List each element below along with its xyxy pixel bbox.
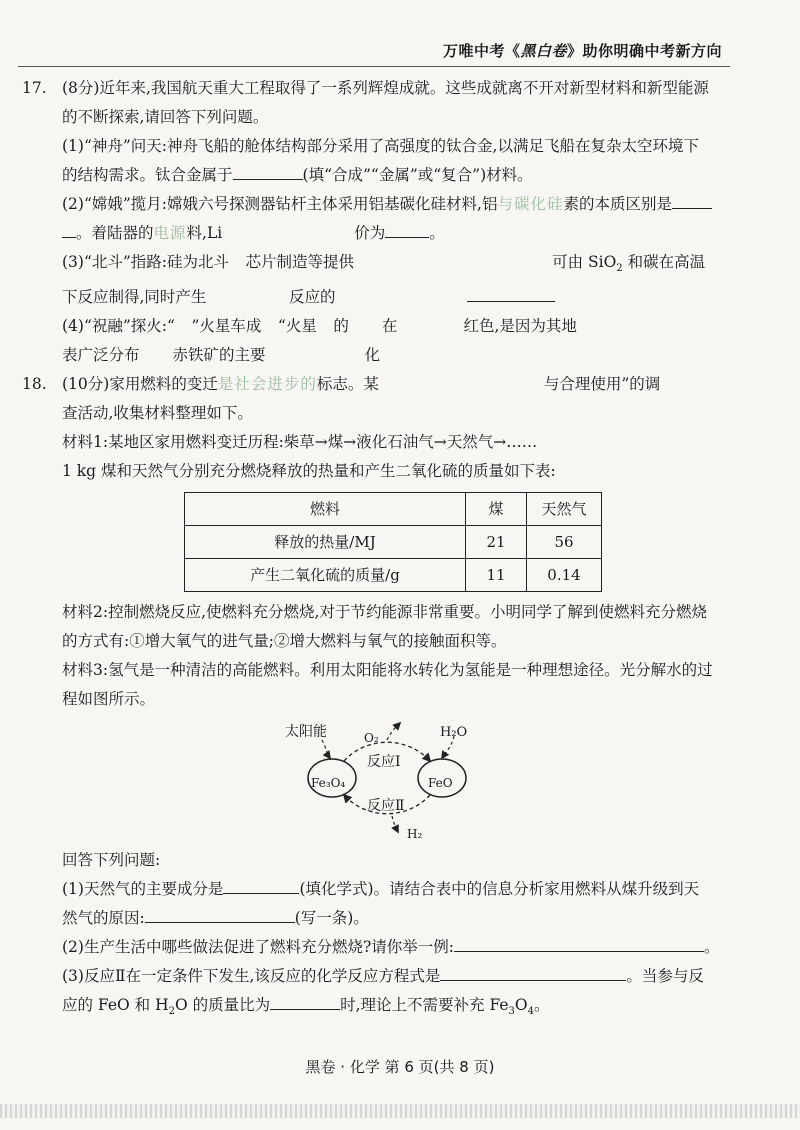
q17-part4-line1 <box>22 312 722 341</box>
q17-p3-a-post: 可由 SiO <box>552 253 617 271</box>
table-header-row <box>185 493 602 526</box>
q18-m1: 材料1:某地区家用燃料变迁历程:柴草→煤→液化石油气→天然气→…… <box>62 433 538 452</box>
q17-p4-b-mid: 赤铁矿的主要 <box>172 346 266 365</box>
q17-part1-line2 <box>22 161 722 190</box>
q18-intro-line1 <box>22 370 722 399</box>
table-cell: 0.14 <box>527 559 602 592</box>
q17-p2-b-mid: 料,Li <box>186 224 223 242</box>
table-header-fuel: 燃料 <box>185 493 466 526</box>
q18-intro-line2 <box>22 399 722 428</box>
label-o2: O₂ <box>364 731 379 746</box>
fuel-table <box>184 492 602 592</box>
q18-intro-smear: 是社会进步的 <box>217 375 317 394</box>
q17-p3-a-pre: (3)“北斗”指路:硅为北斗 <box>62 253 230 271</box>
q18-m2-a: 材料2:控制燃烧反应,使燃料充分燃烧,对于节约能源非常重要。小明同学了解到使燃料充分燃烧 <box>62 603 707 622</box>
q18-a1-answer-blank2[interactable] <box>145 905 295 923</box>
table-cell: 产生二氧化硫的质量/g <box>185 559 466 592</box>
q17-part3-line2 <box>22 283 722 312</box>
q17-p4-a-mid4: 在 <box>381 317 398 336</box>
q18-material3-line2 <box>22 685 722 714</box>
table-header-gas: 天然气 <box>527 493 602 526</box>
q17-p1-b-pre: 的结构需求。钛合金属于 <box>62 166 233 184</box>
q17-part1-line1 <box>22 132 722 161</box>
label-h2o: H₂O <box>440 725 468 741</box>
label-reaction2: 反应Ⅱ <box>367 798 405 815</box>
header-brand: 黑白卷 <box>520 42 567 60</box>
q17-p1-b-post: (填“合成”“金属”或“复合”)材料。 <box>302 166 533 184</box>
q18-table-caption <box>22 457 722 486</box>
table-cell: 释放的热量/MJ <box>185 526 466 559</box>
q18-material1 <box>22 428 722 457</box>
page-footer <box>0 1056 800 1077</box>
q17-p2-b-pre: 。着陆器的 <box>76 224 154 242</box>
q18-a3-a-post: 。当参与反 <box>626 967 704 986</box>
q17-p4-a-mid2: “火星 <box>277 317 317 336</box>
header-suffix: 》助你明确中考新方向 <box>566 42 722 60</box>
q17-intro-a: (8分)近年来,我国航天重大工程取得了一系列辉煌成就。这些成就离不开对新型材料和新型能源 <box>62 79 709 97</box>
q17-p4-a-pre: (4)“祝融”探火:“ <box>62 317 175 336</box>
q17-p3-b-mid: 反应的 <box>288 288 336 307</box>
q17-p2-b-smear: 电源 <box>153 224 187 242</box>
q17-p4-a-post: 红色,是因为其地 <box>463 317 577 336</box>
q17-p3-b-pre: 下反应制得,同时产生 <box>62 288 207 307</box>
q18-a3-line1 <box>22 962 722 991</box>
q17-intro-b: 的不断探索,请回答下列问题。 <box>62 108 269 126</box>
q18-a3-answer-blank2[interactable] <box>270 992 340 1010</box>
q18-a1-line2 <box>22 904 722 933</box>
q17-p2-answer-blank2[interactable] <box>385 220 429 238</box>
q18-a2-end: 。 <box>704 938 720 957</box>
q18-a2-text: (2)生产生活中哪些做法促进了燃料充分燃烧?请你举一例: <box>62 938 454 957</box>
q18-m2-b: 的方式有:①增大氧气的进气量;②增大燃料与氧气的接触面积等。 <box>62 632 507 651</box>
q17-p3-a-mid: 芯片制造等提供 <box>245 253 355 271</box>
q17-p4-a-mid3: 的 <box>333 317 349 336</box>
q17-part3-line1: (3)“北斗”指路:硅为北斗 芯片制造等提供 可由 SiO$_2$ 和碳在高温 <box>62 253 706 275</box>
table-cell: 56 <box>527 526 602 559</box>
q17-p4-a-mid: ”火星车成 <box>191 317 262 336</box>
q18-a3-answer-blank1[interactable] <box>440 963 626 981</box>
label-solar-energy: 太阳能 <box>285 724 327 741</box>
q17-p2-a-post: 素的本质区别是 <box>563 195 672 213</box>
q17-p4-b-pre: 表广泛分布 <box>62 346 140 365</box>
q17-intro-line2 <box>22 103 722 132</box>
q18-number: 18. <box>22 375 47 394</box>
label-fe3o4: Fe₃O₄ <box>311 776 346 791</box>
q17-p1-answer-blank[interactable] <box>233 162 303 180</box>
q18-a3-line2: 应的 FeO 和 $H_2O$ 的质量比为 时,理论上不需要补充 $Fe_3O_4$。 <box>22 991 722 1026</box>
q17-intro-line1 <box>22 74 722 103</box>
q17-part4-line2 <box>22 341 722 370</box>
q18-answer-intro-text: 回答下列问题: <box>62 851 161 870</box>
question-content <box>22 74 722 1026</box>
table-row <box>185 559 602 592</box>
q17-p2-answer-blank1-cont[interactable] <box>62 220 76 238</box>
q18-answer-intro <box>22 846 722 875</box>
scan-edge-noise <box>0 1104 800 1118</box>
q18-a3-a-pre: (3)反应Ⅱ在一定条件下发生,该反应的化学反应方程式是 <box>62 967 441 986</box>
q17-p3-answer-blank[interactable] <box>467 284 555 302</box>
q18-a1-line1 <box>22 875 722 904</box>
q18-intro-b: 查活动,收集材料整理如下。 <box>62 404 253 423</box>
q18-a1-b-post: (写一条)。 <box>294 909 369 928</box>
q17-part2-line1 <box>22 190 722 219</box>
q18-m3-a: 材料3:氢气是一种清洁的高能燃料。利用太阳能将水转化为氢能是一种理想途径。光分解水的过 <box>62 661 713 680</box>
q18-a1-answer-blank1[interactable] <box>223 876 299 894</box>
q18-a3-b-mid: O 的质量比为 <box>174 996 271 1015</box>
q17-p2-smear: 与碳化硅 <box>497 195 564 213</box>
label-h2: H₂ <box>407 827 423 842</box>
label-reaction1: 反应Ⅰ <box>367 754 401 771</box>
q18-a1-a-post: (填化学式)。请结合表中的信息分析家用燃料从煤升级到天 <box>299 880 700 899</box>
q17-p2-b-end: 。 <box>429 224 445 242</box>
q17-p3-a-end: 和碳在高温 <box>622 253 706 271</box>
footer-text: 黑卷 · 化学 第 6 页(共 8 页) <box>305 1058 495 1076</box>
q18-a3-b-final: 。 <box>534 996 550 1015</box>
q18-a2-answer-blank[interactable] <box>454 934 704 952</box>
q18-intro-a-pre: (10分)家用燃料的变迁 <box>62 375 218 394</box>
header-rule <box>18 66 730 67</box>
q18-a1-a-pre: (1)天然气的主要成分是 <box>62 880 224 899</box>
q18-a2-line <box>22 933 722 962</box>
table-cell: 11 <box>466 559 527 592</box>
table-header-coal: 煤 <box>466 493 527 526</box>
q17-part2-line2 <box>22 219 722 248</box>
page-header <box>443 40 722 61</box>
q17-p2-b-post: 价为 <box>354 224 386 242</box>
q18-material2-line1 <box>22 598 722 627</box>
q17-p2-a-pre: (2)“嫦娥”揽月:嫦娥六号探测器钻杆主体采用铝基碳化硅材料,铝 <box>62 195 498 213</box>
q18-a3-b-post: 时,理论上不需要补充 Fe <box>340 996 509 1015</box>
q17-p4-b-post: 化 <box>364 346 381 365</box>
q18-intro-a-post: 与合理使用”的调 <box>543 375 661 394</box>
q18-material2-line2 <box>22 627 722 656</box>
q18-a1-b-pre: 然气的原因: <box>62 909 145 928</box>
header-prefix: 万唯中考《 <box>442 42 521 60</box>
q18-a3-sub1: 3 <box>508 1006 515 1018</box>
q18-a3-b-end: O <box>514 996 528 1015</box>
q18-m3-b: 程如图所示。 <box>62 690 156 709</box>
water-splitting-diagram <box>22 718 722 842</box>
label-feo: FeO <box>428 776 453 791</box>
q18-a3-sub2: 4 <box>527 1006 535 1018</box>
q17-number: 17. <box>22 79 47 97</box>
q17-p1-a: (1)“神舟”问天:神舟飞船的舱体结构部分采用了高强度的钛合金,以满足飞船在复杂太空环境下 <box>62 137 699 155</box>
table-cell: 21 <box>466 526 527 559</box>
o2-arrow <box>387 723 400 740</box>
q18-table-caption-text: 1 kg 煤和天然气分别充分燃烧释放的热量和产生二氧化硫的质量如下表: <box>62 462 556 481</box>
table-row <box>185 526 602 559</box>
q18-material3-line1 <box>22 656 722 685</box>
q18-a3-b-pre: 应的 FeO 和 H <box>62 996 169 1015</box>
q17-p2-answer-blank1[interactable] <box>672 191 712 209</box>
q18-intro-a-mid: 标志。某 <box>316 375 379 394</box>
